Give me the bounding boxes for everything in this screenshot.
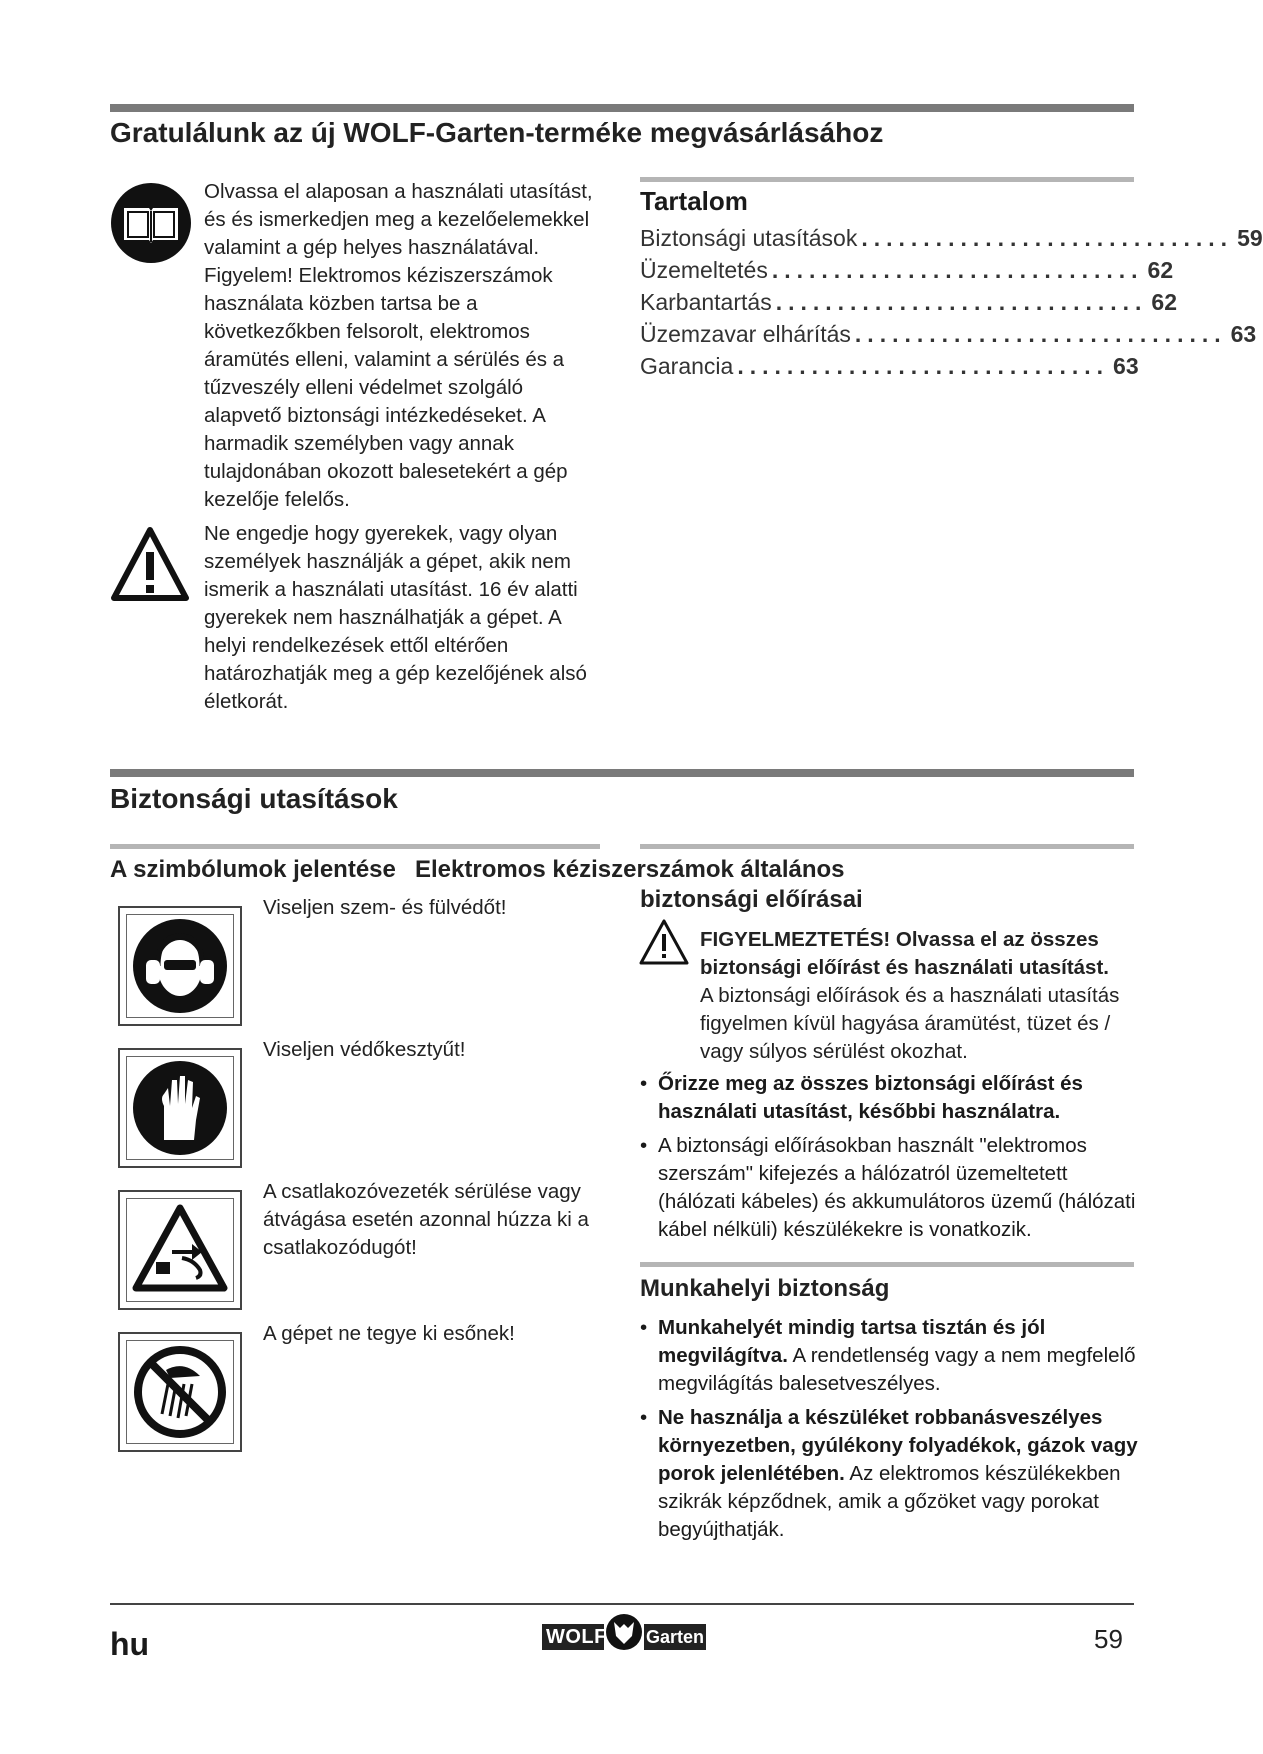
intro-paragraph: Olvassa el alaposan a használati utasítást, és és ismerkedjen meg a kezelőelemekkel valamint a gép helyes használatával. Figyelem! Elektromos kéziszerszámok használata közben tartsa be a következőkben felsorolt, elektromos áramütés elleni, valamint a sérülés és a tűzveszély elleni védelmet szolgáló alapvető biztonsági intézkedéseket. A harmadik személyben vagy annak tulajdonában okozott balesetekért a gép kezelője felelős. [204,180,593,511]
warning-icon [110,524,190,604]
toc-item[interactable]: Üzemzavar elhárítás .............................. 63 [640,321,1257,347]
gloves-icon [130,1058,230,1158]
list-item: • Ne használja a készüléket robbanásveszélyes környezetben, gyúlékony folyadékok, gázok vagy porok jelenlétében. Az elektromos készülékekben szikrák képződnek, amik a gőzöket vagy porokat begyújthatják. [640,1404,1140,1544]
toc-item[interactable]: Üzemeltetés .............................. 62 [640,257,1174,283]
ear-eye-protection-icon [130,916,230,1016]
list-item: • A biztonsági előírásokban használt "elektromos szerszám" kifejezés a hálózatról üzemeltetett (hálózati kábeles) és akkumulátoros üzemű (hálózati kábel nélküli) készülékekre is vonatkozik. [640,1132,1140,1244]
symbols-title: A szimbólumok jelentése [110,856,396,883]
symbol-label: A csatlakozóvezeték sérülése vagy átvágása esetén azonnal húzza ki a csatlakozódugót! [263,1180,589,1259]
symbol-label: Viseljen szem- és fülvédőt! [263,896,507,919]
symbol-label: Viseljen védőkesztyűt! [263,1038,466,1061]
page-title: Gratulálunk az új WOLF-Garten-terméke megvásárlásához [110,117,884,148]
logo-left-text: WOLF [546,1626,607,1648]
warning-small-icon [638,918,690,966]
page-number: 59 [1094,1624,1123,1654]
safety-title: Biztonsági utasítások [110,783,398,814]
general-safety-list [640,1070,1140,1250]
unplug-warning-icon [130,1200,230,1300]
symbol-label: A gépet ne tegye ki esőnek! [263,1322,515,1345]
general-rule [640,844,1134,849]
no-rain-icon [130,1342,230,1442]
wolf-garten-logo [542,1612,706,1652]
general-safety-title-line2: biztonsági előírásai [640,886,863,913]
table-of-contents [640,222,1263,382]
logo-right-text: Garten [646,1627,705,1647]
symbol-box [118,1190,242,1310]
list-item: • Munkahelyét mindig tartsa tisztán és jól megvilágítva. A rendetlenség vagy a nem megfelelő megvilágítás balesetveszélyes. [640,1314,1140,1398]
general-safety-title-line1: Elektromos kéziszerszámok általános [415,856,845,883]
workplace-safety-list [640,1314,1140,1550]
toc-item[interactable]: Biztonsági utasítások .............................. 59 [640,225,1263,251]
language-code: hu [110,1626,150,1662]
toc-item[interactable]: Karbantartás .............................. 62 [640,289,1178,315]
header-rule [110,104,1134,112]
safety-rule [110,769,1134,777]
list-item: • Őrizze meg az összes biztonsági előírást és használati utasítást, későbbi használatra. [640,1070,1140,1126]
toc-item[interactable]: Garancia .............................. 63 [640,353,1139,379]
workplace-rule [640,1262,1134,1267]
warning-heading: FIGYELMEZTETÉS! Olvassa el az összes biztonsági előírást és használati utasítást. [700,928,1109,979]
symbol-box [118,1048,242,1168]
warning-text: A biztonsági előírások és a használati utasítás figyelmen kívül hagyása áramütést, tüzet és / vagy súlyos sérülést okozhat. [700,984,1120,1063]
read-manual-icon [110,182,192,264]
children-warning-paragraph: Ne engedje hogy gyerekek, vagy olyan személyek használják a gépet, akik nem ismerik a használati utasítást. 16 év alatti gyerekek nem használhatják a gépet. A helyi rendelkezések ettől eltérően határozhatják meg a gép kezelőjének alsó életkorát. [204,522,587,713]
symbols-rule [110,844,600,849]
wolf-head-icon [604,1612,644,1652]
workplace-title: Munkahelyi biztonság [640,1275,890,1302]
footer-rule [110,1603,1134,1605]
symbol-box [118,1332,242,1452]
toc-rule [640,177,1134,182]
symbol-box [118,906,242,1026]
toc-title: Tartalom [640,186,748,216]
